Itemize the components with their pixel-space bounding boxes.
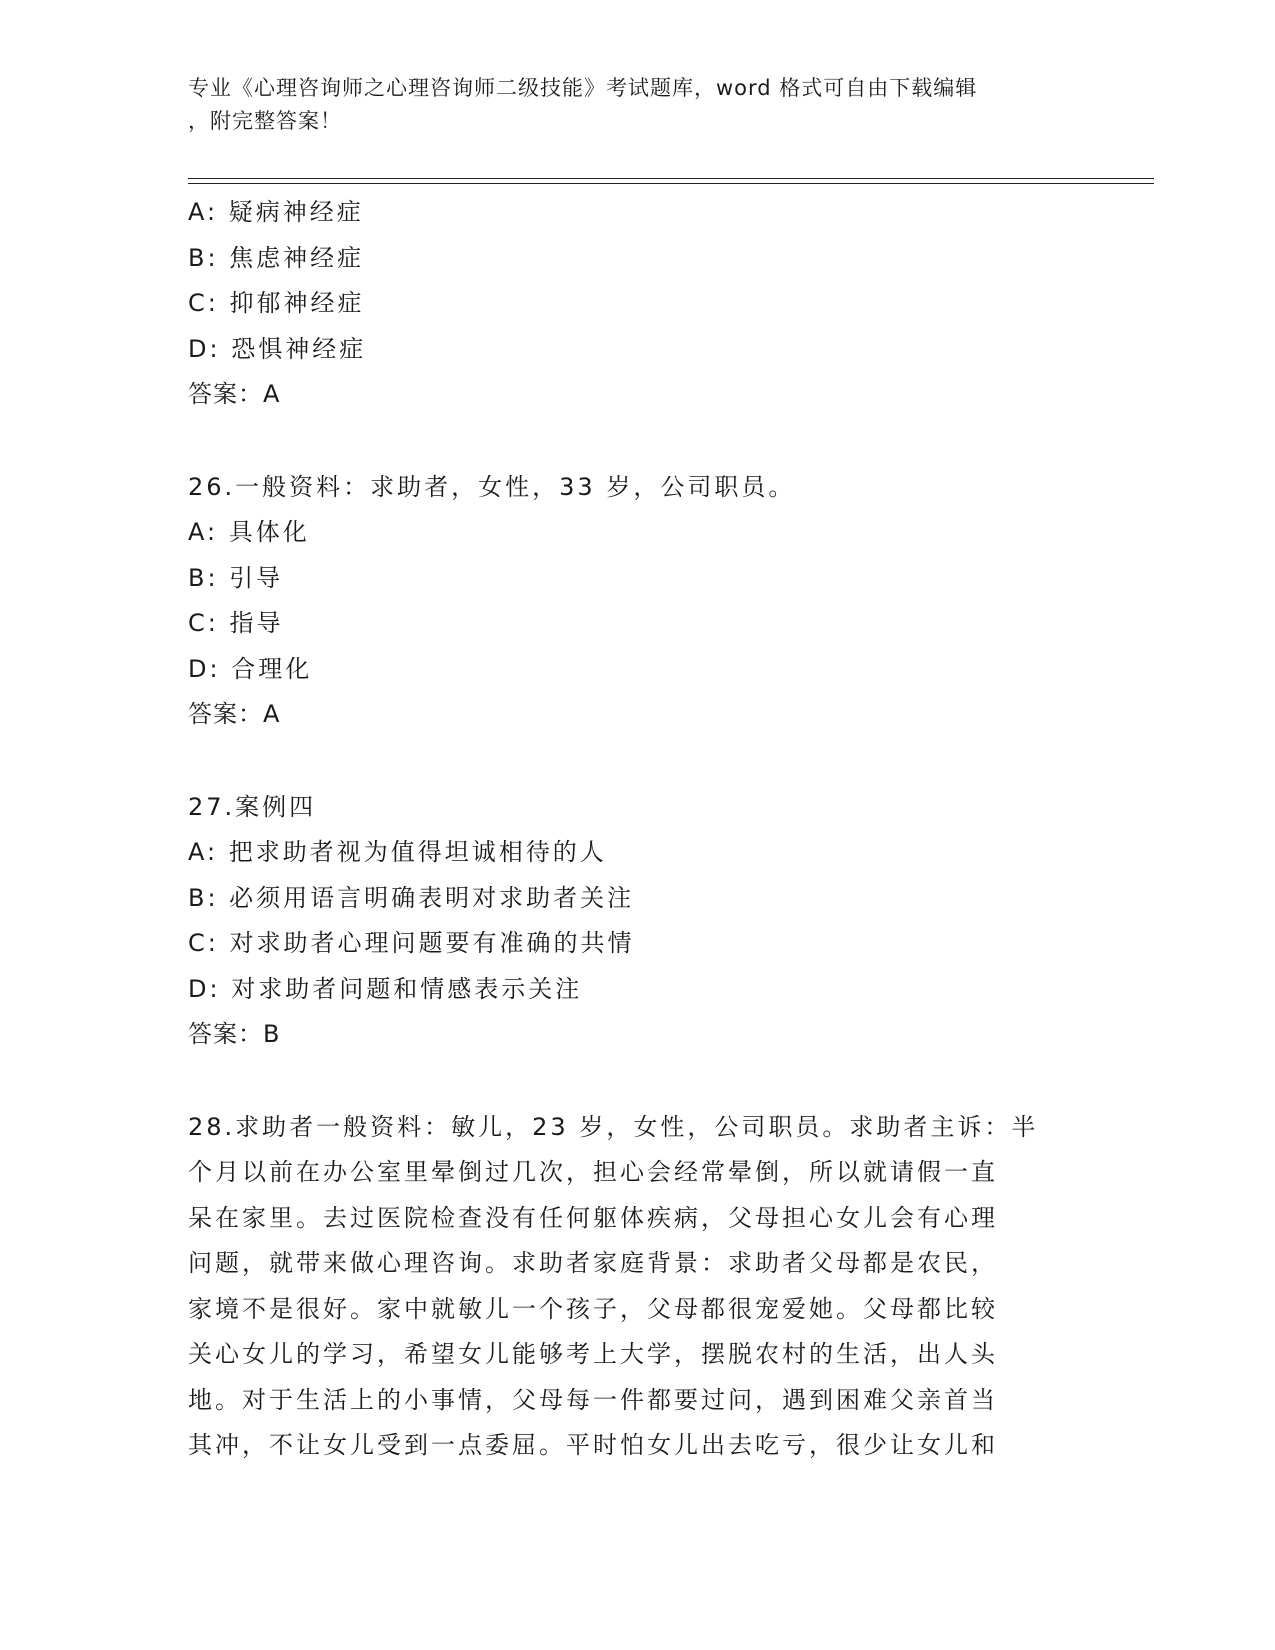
q28-line: 28.求助者一般资料：敏儿，23 岁，女性，公司职员。求助者主诉：半 — [188, 1112, 1039, 1141]
q27-option-c: C: 对求助者心理问题要有准确的共情 — [188, 929, 635, 957]
q25-option-c: C: 抑郁神经症 — [188, 289, 365, 317]
q28-line: 关心女儿的学习，希望女儿能够考上大学，摆脱农村的生活，出人头 — [188, 1340, 998, 1368]
spacer — [188, 738, 1088, 785]
q27-option-d: D: 对求助者问题和情感表示关注 — [188, 974, 583, 1003]
question-27 — [188, 785, 1088, 1058]
header-line-2: ，附完整答案！ — [188, 109, 342, 133]
header-rule-bottom — [188, 183, 1154, 184]
q25-option-b: B: 焦虑神经症 — [188, 243, 365, 272]
q28-line: 问题，就带来做心理咨询。求助者家庭背景：求助者父母都是农民， — [188, 1249, 998, 1277]
question-content — [188, 190, 1088, 1469]
q28-line: 家境不是很好。家中就敏儿一个孩子，父母都很宠爱她。父母都比较 — [188, 1294, 998, 1323]
q26-option-b: B: 引导 — [188, 563, 284, 592]
q27-answer: 答案：B — [188, 1020, 281, 1048]
header-line-1: 专业《心理咨询师之心理咨询师二级技能》考试题库，word 格式可自由下载编辑 — [188, 76, 978, 100]
question-26 — [188, 465, 1088, 738]
q26-stem: 26.一般资料：求助者，女性，33 岁，公司职员。 — [188, 472, 796, 501]
q28-line: 个月以前在办公室里晕倒过几次，担心会经常晕倒，所以就请假一直 — [188, 1158, 998, 1186]
q28-line: 呆在家里。去过医院检查没有任何躯体疾病，父母担心女儿会有心理 — [188, 1203, 998, 1232]
question-25 — [188, 190, 1088, 418]
spacer — [188, 418, 1088, 465]
q25-option-a: A: 疑病神经症 — [188, 198, 364, 226]
spacer — [188, 1058, 1088, 1105]
header-rule-top — [188, 178, 1154, 179]
q26-answer: 答案：A — [188, 700, 281, 728]
q25-answer: 答案：A — [188, 380, 281, 408]
q27-option-b: B: 必须用语言明确表明对求助者关注 — [188, 883, 635, 912]
q28-line: 地。对于生活上的小事情，父母每一件都要过问，遇到困难父亲首当 — [188, 1385, 998, 1414]
q28-line: 其冲，不让女儿受到一点委屈。平时怕女儿出去吃亏，很少让女儿和 — [188, 1431, 998, 1459]
q26-option-c: C: 指导 — [188, 609, 284, 637]
q27-option-a: A: 把求助者视为值得坦诚相待的人 — [188, 838, 607, 866]
q26-option-d: D: 合理化 — [188, 654, 313, 683]
document-header — [188, 72, 1088, 138]
question-28 — [188, 1105, 1088, 1469]
q26-option-a: A: 具体化 — [188, 518, 310, 546]
q27-stem: 27.案例四 — [188, 792, 317, 821]
q25-option-d: D: 恐惧神经症 — [188, 334, 367, 363]
